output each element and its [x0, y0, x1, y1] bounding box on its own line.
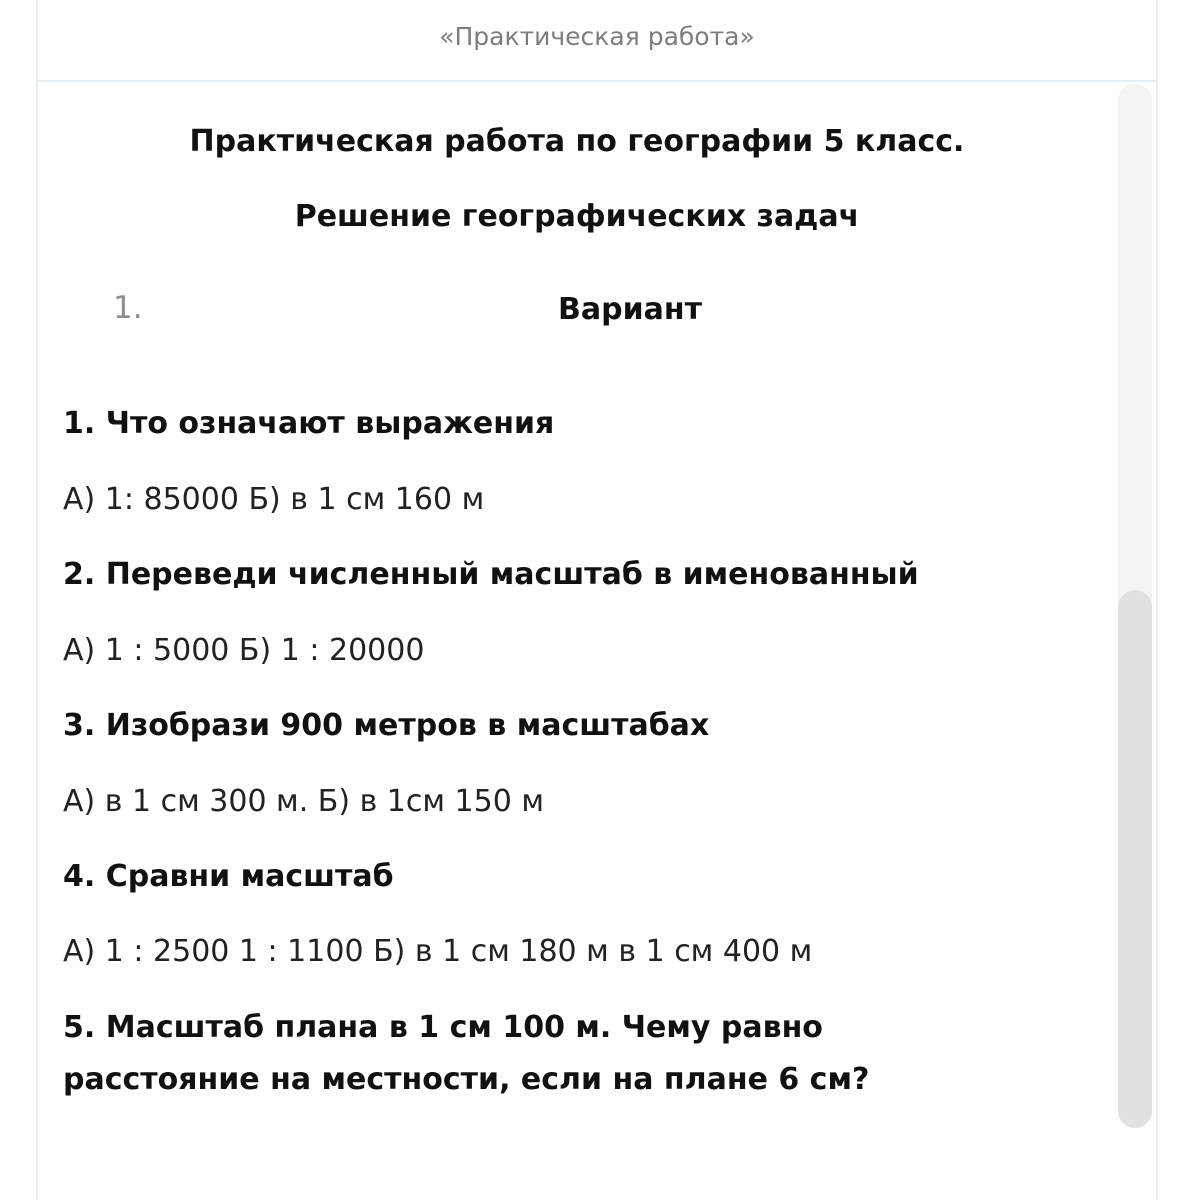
document-subtitle-label: «Практическая работа»	[439, 22, 755, 51]
answer-1: А) 1: 85000 Б) в 1 см 160 м	[63, 482, 485, 517]
document-content	[38, 82, 1116, 1200]
document-title: Практическая работа по географии 5 класс.	[189, 124, 965, 159]
question-4: 4. Сравни масштаб	[63, 859, 394, 894]
question-5: 5. Масштаб плана в 1 см 100 м. Чему равно расстояние на местности, если на плане 6 см?	[63, 1010, 870, 1097]
answer-2: А) 1 : 5000 Б) 1 : 20000	[63, 633, 425, 668]
answer-4: А) 1 : 2500 1 : 1100 Б) в 1 см 180 м в 1 см 400 м	[63, 934, 813, 969]
variant-label: Вариант	[558, 292, 702, 327]
list-number: 1.	[113, 290, 143, 326]
question-3: 3. Изобрази 900 метров в масштабах	[63, 708, 710, 743]
answer-3: А) в 1 см 300 м. Б) в 1см 150 м	[63, 784, 544, 819]
question-1: 1. Что означают выражения	[63, 406, 555, 441]
scrollbar-thumb[interactable]	[1118, 590, 1152, 1128]
card-border-right	[1156, 0, 1158, 1200]
document-subtitle: Решение географических задач	[294, 199, 860, 234]
question-2: 2. Переведи численный масштаб в именованный	[63, 557, 919, 592]
document-header	[38, 0, 1156, 82]
